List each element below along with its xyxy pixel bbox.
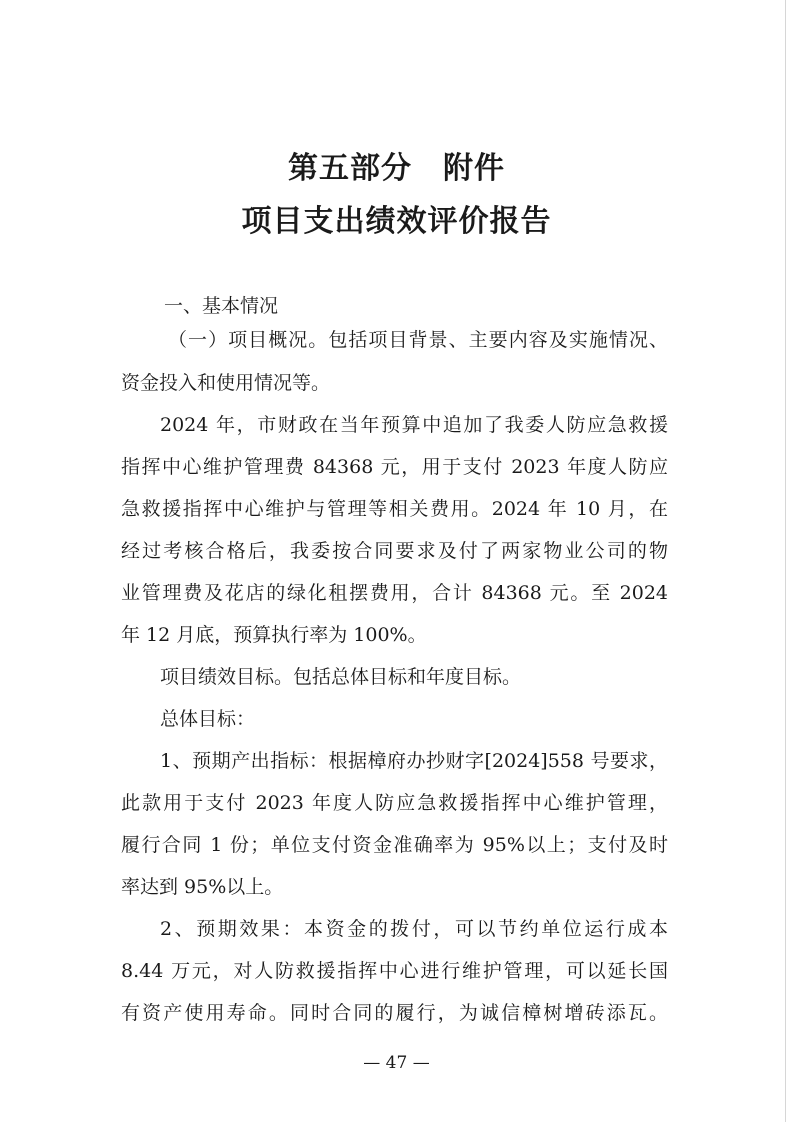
text-line: 有资产使用寿命。同时合同的履行，为诚信樟树增砖添瓦。 [121, 1002, 668, 1024]
text-line: 8.44 万元，对人防救援指挥中心进行维护管理，可以延长国 [121, 960, 668, 982]
section-heading: 一、基本情况 [164, 295, 279, 317]
text-line: 此款用于支付 2023 年度人防应急救援指挥中心维护管理， [121, 792, 668, 814]
text-line: 总体目标： [160, 708, 256, 730]
document-title: 第五部分 附件 [288, 151, 505, 186]
document-subtitle: 项目支出绩效评价报告 [241, 204, 552, 239]
text-line: （一）项目概况。包括项目背景、主要内容及实施情况、 [168, 329, 668, 351]
text-line: 项目绩效目标。包括总体目标和年度目标。 [160, 666, 522, 688]
text-line: 资金投入和使用情况等。 [121, 372, 331, 394]
page-number: — 47 — [363, 1053, 430, 1073]
text-line: 急救援指挥中心维护与管理等相关费用。2024 年 10 月，在 [121, 498, 668, 520]
text-line: 2、预期效果：本资金的拨付，可以节约单位运行成本 [160, 918, 668, 940]
text-line: 率达到 95%以上。 [121, 876, 284, 898]
text-line: 2024 年，市财政在当年预算中追加了我委人防应急救援 [160, 414, 668, 436]
text-line: 履行合同 1 份；单位支付资金准确率为 95%以上；支付及时 [121, 834, 668, 856]
text-line: 年 12 月底，预算执行率为 100%。 [121, 624, 427, 646]
text-line: 业管理费及花店的绿化租摆费用，合计 84368 元。至 2024 [121, 582, 668, 604]
text-line: 指挥中心维护管理费 84368 元，用于支付 2023 年度人防应 [121, 456, 668, 478]
text-line: 经过考核合格后，我委按合同要求及付了两家物业公司的物 [121, 540, 668, 562]
text-line: 1、预期产出指标：根据樟府办抄财字[2024]558 号要求， [160, 750, 668, 772]
